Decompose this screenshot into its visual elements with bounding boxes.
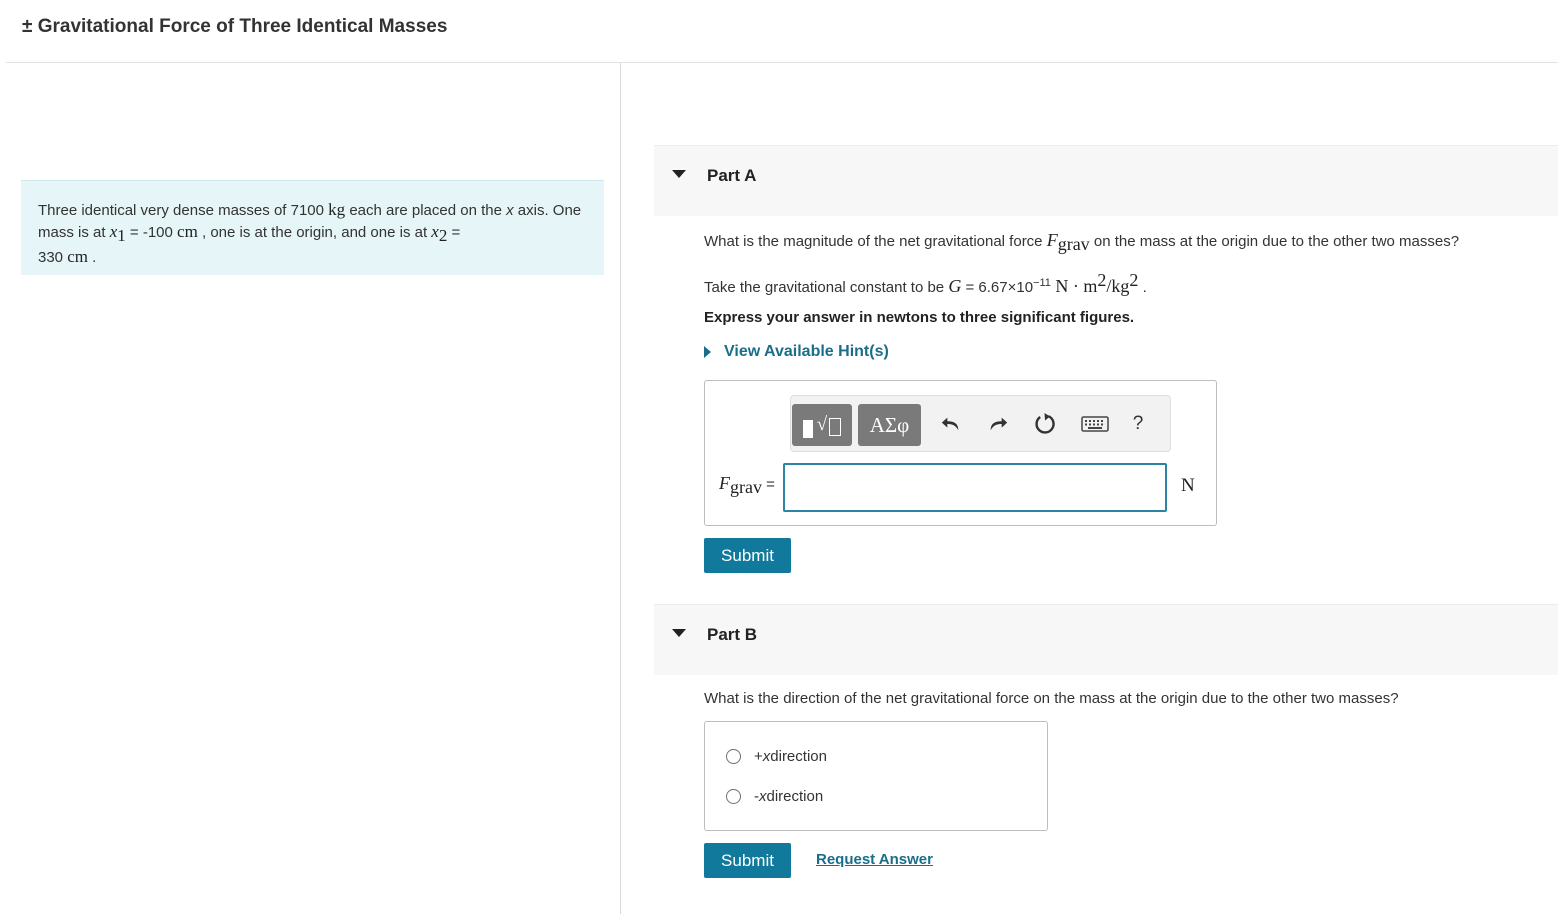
x2-value: 330: [38, 249, 68, 266]
collapse-arrow-icon[interactable]: [672, 629, 686, 637]
var-x1: x: [109, 222, 118, 241]
question-text: on the mass at the origin due to the other two masses?: [1089, 233, 1460, 250]
part-a-constant: [704, 270, 1147, 297]
var-G: G: [948, 276, 962, 296]
part-a-header[interactable]: [654, 145, 1558, 216]
choice-minus-x[interactable]: [726, 788, 823, 805]
g-value: = 6.67×10: [961, 279, 1034, 296]
undo-icon[interactable]: [937, 410, 965, 438]
choice-label: direction: [766, 788, 824, 805]
choice-plus-x[interactable]: [726, 748, 827, 765]
view-hints-link[interactable]: [704, 343, 889, 361]
part-a-instruction: Express your answer in newtons to three significant figures.: [704, 309, 1135, 326]
header-divider: [6, 62, 1558, 63]
intro-text: each are placed on the: [345, 202, 507, 219]
choice-prefix: -: [754, 788, 759, 805]
choice-label: direction: [770, 748, 827, 765]
exponent: 2: [1097, 270, 1107, 290]
intro-text: axis. One mass is at: [38, 202, 582, 241]
sub-2: 2: [438, 226, 448, 245]
keyboard-icon: [1081, 416, 1109, 432]
var-F: F: [719, 473, 730, 493]
var-F: F: [1046, 230, 1058, 250]
help-button[interactable]: ?: [1132, 413, 1144, 434]
unit-label: N: [1181, 475, 1195, 496]
var-x: x: [506, 202, 514, 219]
var-x: x: [759, 788, 767, 805]
column-divider: [620, 63, 621, 914]
sub-grav: grav: [730, 477, 762, 497]
part-b-submit-button[interactable]: Submit: [704, 843, 791, 878]
problem-intro: [21, 180, 604, 275]
caret-right-icon: [704, 346, 711, 358]
redo-icon: [987, 413, 1009, 435]
math-toolbar: [790, 395, 1171, 452]
undo-icon: [940, 413, 962, 435]
choice-box: [704, 721, 1048, 831]
greek-symbols-button[interactable]: ΑΣφ: [858, 404, 921, 446]
unit-cm: cm: [177, 222, 198, 241]
answer-box: [704, 380, 1217, 526]
unit-kg: kg: [328, 200, 346, 219]
part-b-header[interactable]: [654, 604, 1558, 675]
exponent: −11: [1033, 277, 1051, 289]
part-a-question: [704, 230, 1459, 255]
unit-cm: cm: [67, 247, 88, 266]
sqrt-icon: √: [816, 414, 828, 435]
part-a-submit-button[interactable]: Submit: [704, 538, 791, 573]
part-a-title: Part A: [707, 166, 757, 185]
exponent: 2: [1129, 270, 1139, 290]
templates-button[interactable]: [792, 404, 852, 446]
question-text: What is the magnitude of the net gravitational force: [704, 233, 1047, 250]
hint-label: View Available Hint(s): [724, 343, 889, 360]
intro-text: Three identical very dense masses of 7100: [38, 202, 329, 219]
x1-value: = -100: [125, 224, 178, 241]
var-x2: x: [431, 222, 439, 241]
equals: =: [761, 476, 775, 493]
page-title: ± Gravitational Force of Three Identical Masses: [22, 16, 448, 37]
var-x: x: [762, 748, 771, 765]
question-text: .: [1138, 279, 1147, 296]
collapse-arrow-icon[interactable]: [672, 170, 686, 178]
request-answer-link[interactable]: Request Answer: [816, 851, 933, 868]
template-box-icon: [803, 420, 813, 438]
template-box-icon: [829, 418, 841, 436]
part-b-title: Part B: [707, 625, 758, 644]
part-b-question: What is the direction of the net gravitational force on the mass at the origin due to the other two masses?: [704, 690, 1399, 707]
intro-text: .: [87, 249, 97, 266]
redo-icon[interactable]: [984, 410, 1012, 438]
unit-n-m: N · m: [1050, 276, 1098, 296]
reset-icon[interactable]: [1031, 410, 1059, 438]
equals: =: [447, 224, 461, 241]
header: [0, 0, 1558, 62]
question-text: Take the gravitational constant to be: [704, 279, 949, 296]
sub-grav: grav: [1057, 234, 1090, 254]
unit-kg: /kg: [1106, 276, 1130, 296]
reset-icon: [1033, 412, 1057, 436]
intro-text: , one is at the origin, and one is at: [197, 224, 432, 241]
fgrav-answer-input[interactable]: [783, 463, 1167, 512]
choice-prefix: +: [754, 748, 763, 765]
sub-1: 1: [117, 226, 126, 245]
keyboard-icon[interactable]: [1079, 410, 1111, 438]
radio-button[interactable]: [726, 789, 741, 804]
input-label: [719, 473, 775, 498]
radio-button[interactable]: [726, 749, 741, 764]
